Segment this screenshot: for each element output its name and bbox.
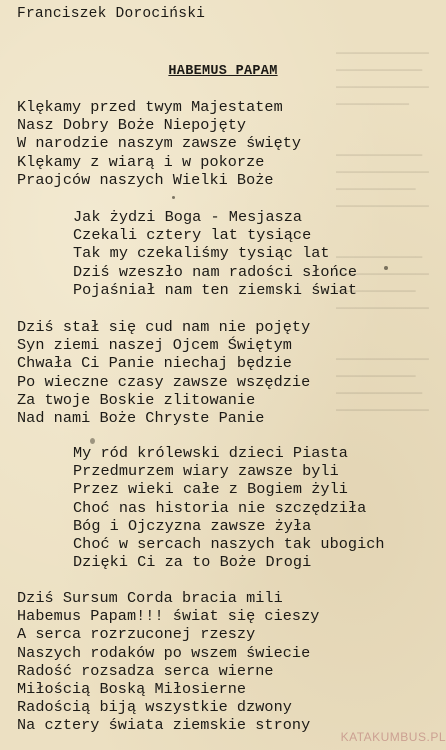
poem-line: Chwała Ci Panie niechaj będzie (17, 354, 292, 373)
poem-line: Na cztery świata ziemskie strony (17, 716, 311, 735)
stanza-3 (17, 318, 310, 427)
poem-line: Za twoje Boskie zlitowanie (17, 390, 256, 409)
ink-speck (90, 438, 95, 444)
stanza-2 (73, 208, 357, 299)
poem-line: Miłością Boską Miłosierne (17, 680, 247, 699)
poem-line: Klękamy przed twym Majestatem (17, 98, 283, 116)
poem-line: Dzięki Ci za to Boże Drogi (73, 553, 312, 572)
poem-line: Dziś wzeszło nam radości słońce (73, 262, 358, 281)
poem-line: Po wieczne czasy zawsze wszędzie (17, 372, 311, 391)
poem-line: Tak my czekaliśmy tysiąc lat (73, 244, 330, 263)
poem-line: Habemus Papam!!! świat się cieszy (17, 607, 320, 626)
poem-line: Praojców naszych Wielki Boże (17, 170, 274, 189)
poem-line: Pojaśniał nam ten ziemski świat (73, 280, 358, 299)
site-watermark: KATAKUMBUS.PL (340, 730, 446, 744)
poem-line: Jak żydzi Boga - Mesjasza (73, 208, 303, 226)
poem-line: My ród królewski dzieci Piasta (73, 444, 348, 462)
poem-line: W narodzie naszym zawsze święty (17, 134, 302, 153)
stanza-5 (17, 589, 319, 735)
poem-line: Choć nas historia nie szczędziła (73, 498, 367, 517)
show-through-texture: ━━━━━━━━━━━━━━ ━━━━━━━━━━━━━ ━━━━━━━━━━━━━━ ━━━━━━━━━━━ ━━━━━━━━━━━━━ ━━━━━━━━━━━━━━ ━━━━━━━━━━━━ ━━━━━━━━━━━━━━ ━━━━━━━━━━━━━ ━━━━━━━━━━━━━━ ━━━━━━━━━━━━ ━━━━━━━━━━━━━━ ━━━━━━━━━━━━━━ ━━━━━━━━━━━━ ━━━━━━━━━━━━━ ━━━━━━━━━━━━━━ (336, 49, 429, 418)
ink-speck (384, 266, 388, 270)
poem-line: Naszych rodaków po wszem świecie (17, 643, 311, 662)
poem-line: Bóg i Ojczyzna zawsze żyła (73, 516, 312, 535)
poem-line: Radością biją wszystkie dzwony (17, 698, 292, 717)
poem-line: Czekali cztery lat tysiące (73, 226, 312, 245)
author-name: Franciszek Dorociński (17, 6, 206, 22)
stanza-1 (17, 98, 301, 189)
poem-line: A serca rozrzuconej rzeszy (17, 625, 256, 644)
ink-speck (172, 196, 175, 199)
poem-line: Dziś Sursum Corda bracia mili (17, 589, 283, 607)
poem-line: Klękamy z wiarą i w pokorze (17, 152, 265, 171)
poem-line: Nad nami Boże Chryste Panie (17, 409, 265, 428)
poem-line: Przez wieki całe z Bogiem żyli (73, 480, 348, 499)
poem-line: Dziś stał się cud nam nie pojęty (17, 318, 311, 336)
poem-line: Radość rozsadza serca wierne (17, 661, 274, 680)
poem-line: Nasz Dobry Boże Niepojęty (17, 116, 247, 135)
poem-line: Choć w sercach naszych tak ubogich (73, 535, 385, 554)
poem-line: Przedmurzem wiary zawsze byli (73, 462, 339, 481)
stanza-4 (73, 444, 385, 571)
poem-line: Syn ziemi naszej Ojcem Świętym (17, 336, 292, 355)
poem-title: HABEMUS PAPAM (168, 64, 278, 79)
